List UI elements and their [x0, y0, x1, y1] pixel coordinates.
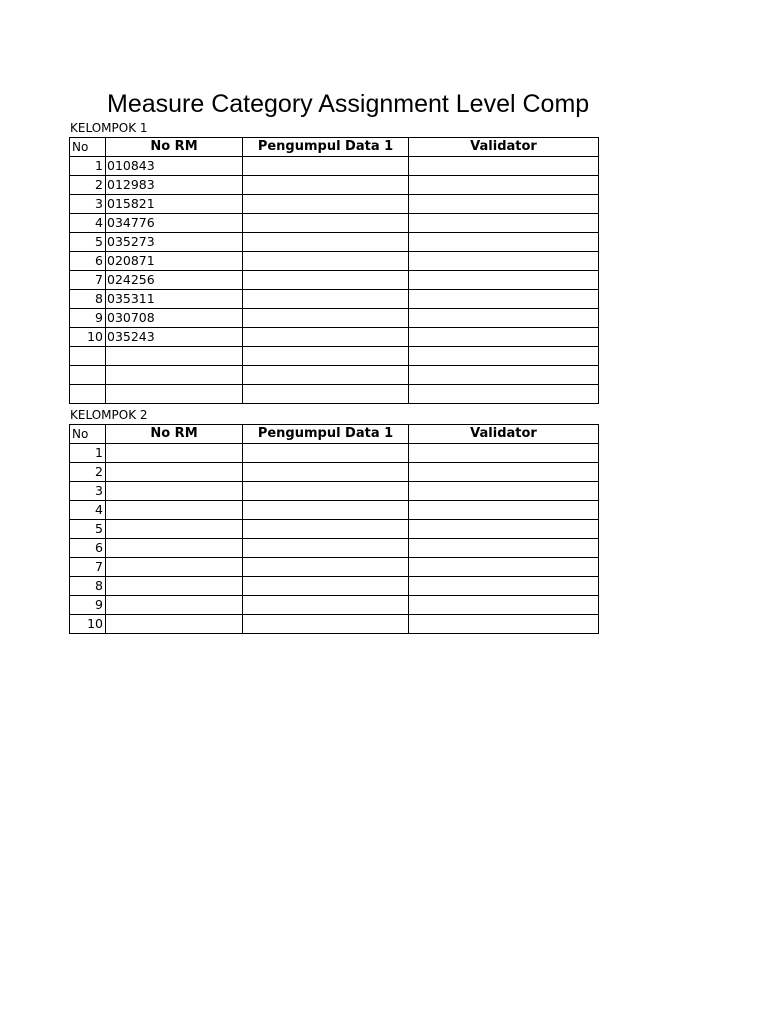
row-no-cell[interactable]: 4	[70, 501, 106, 520]
validator-cell[interactable]	[409, 347, 599, 366]
column-header-validator: Validator	[409, 138, 599, 157]
column-header-pengumpul: Pengumpul Data 1	[243, 425, 409, 444]
pengumpul-cell[interactable]	[243, 195, 409, 214]
pengumpul-cell[interactable]	[243, 539, 409, 558]
kelompok-1-body	[70, 157, 599, 404]
validator-cell[interactable]	[409, 309, 599, 328]
table-header-row	[70, 138, 599, 157]
pengumpul-cell[interactable]	[243, 290, 409, 309]
no-rm-cell[interactable]: 020871	[106, 252, 243, 271]
validator-cell[interactable]	[409, 157, 599, 176]
no-rm-cell[interactable]: 012983	[106, 176, 243, 195]
no-rm-cell[interactable]	[106, 444, 243, 463]
table-row	[70, 366, 599, 385]
table-row	[70, 520, 599, 539]
table-row	[70, 577, 599, 596]
table-row	[70, 233, 599, 252]
validator-cell[interactable]	[409, 385, 599, 404]
no-rm-cell[interactable]: 030708	[106, 309, 243, 328]
column-header-no-rm: No RM	[106, 138, 243, 157]
pengumpul-cell[interactable]	[243, 271, 409, 290]
no-rm-cell[interactable]	[106, 577, 243, 596]
kelompok-2-label: KELOMPOK 2	[70, 408, 148, 422]
row-no-cell[interactable]	[70, 385, 106, 404]
pengumpul-cell[interactable]	[243, 482, 409, 501]
validator-cell[interactable]	[409, 558, 599, 577]
pengumpul-cell[interactable]	[243, 577, 409, 596]
row-no-cell[interactable]: 10	[70, 328, 106, 347]
table-row	[70, 615, 599, 634]
table-row	[70, 463, 599, 482]
table-row	[70, 176, 599, 195]
validator-cell[interactable]	[409, 596, 599, 615]
pengumpul-cell[interactable]	[243, 214, 409, 233]
validator-cell[interactable]	[409, 444, 599, 463]
pengumpul-cell[interactable]	[243, 463, 409, 482]
pengumpul-cell[interactable]	[243, 558, 409, 577]
table-row	[70, 214, 599, 233]
pengumpul-cell[interactable]	[243, 501, 409, 520]
no-rm-cell[interactable]	[106, 463, 243, 482]
no-rm-cell[interactable]	[106, 501, 243, 520]
table-row	[70, 444, 599, 463]
validator-cell[interactable]	[409, 463, 599, 482]
table-row	[70, 558, 599, 577]
table-row	[70, 596, 599, 615]
validator-cell[interactable]	[409, 577, 599, 596]
validator-cell[interactable]	[409, 615, 599, 634]
no-rm-cell[interactable]	[106, 615, 243, 634]
validator-cell[interactable]	[409, 176, 599, 195]
validator-cell[interactable]	[409, 328, 599, 347]
row-no-cell[interactable]: 7	[70, 271, 106, 290]
column-header-no: No	[70, 425, 106, 444]
pengumpul-cell[interactable]	[243, 233, 409, 252]
validator-cell[interactable]	[409, 366, 599, 385]
no-rm-cell[interactable]	[106, 366, 243, 385]
no-rm-cell[interactable]: 035243	[106, 328, 243, 347]
pengumpul-cell[interactable]	[243, 252, 409, 271]
no-rm-cell[interactable]	[106, 539, 243, 558]
no-rm-cell[interactable]: 024256	[106, 271, 243, 290]
column-header-pengumpul: Pengumpul Data 1	[243, 138, 409, 157]
row-no-cell[interactable]: 3	[70, 482, 106, 501]
pengumpul-cell[interactable]	[243, 366, 409, 385]
table-row	[70, 252, 599, 271]
row-no-cell[interactable]: 4	[70, 214, 106, 233]
kelompok-2-body	[70, 444, 599, 634]
validator-cell[interactable]	[409, 271, 599, 290]
row-no-cell[interactable]: 2	[70, 463, 106, 482]
table-row	[70, 539, 599, 558]
no-rm-cell[interactable]	[106, 596, 243, 615]
validator-cell[interactable]	[409, 482, 599, 501]
no-rm-cell[interactable]	[106, 558, 243, 577]
table-row	[70, 195, 599, 214]
row-no-cell[interactable]: 2	[70, 176, 106, 195]
no-rm-cell[interactable]	[106, 520, 243, 539]
pengumpul-cell[interactable]	[243, 444, 409, 463]
row-no-cell[interactable]	[70, 347, 106, 366]
no-rm-cell[interactable]	[106, 385, 243, 404]
row-no-cell[interactable]: 3	[70, 195, 106, 214]
table-row	[70, 482, 599, 501]
pengumpul-cell[interactable]	[243, 385, 409, 404]
table-row	[70, 271, 599, 290]
table-row	[70, 309, 599, 328]
row-no-cell[interactable]: 6	[70, 252, 106, 271]
table-row	[70, 347, 599, 366]
no-rm-cell[interactable]	[106, 482, 243, 501]
kelompok-2-table	[69, 424, 599, 634]
pengumpul-cell[interactable]	[243, 615, 409, 634]
table-row	[70, 290, 599, 309]
pengumpul-cell[interactable]	[243, 309, 409, 328]
row-no-cell[interactable]: 9	[70, 309, 106, 328]
no-rm-cell[interactable]	[106, 347, 243, 366]
row-no-cell[interactable]: 5	[70, 520, 106, 539]
row-no-cell[interactable]: 6	[70, 539, 106, 558]
page-title: Measure Category Assignment Level Comp	[107, 90, 590, 118]
pengumpul-cell[interactable]	[243, 157, 409, 176]
pengumpul-cell[interactable]	[243, 520, 409, 539]
column-header-no-rm: No RM	[106, 425, 243, 444]
kelompok-1-label: KELOMPOK 1	[70, 121, 148, 135]
table-header-row	[70, 425, 599, 444]
validator-cell[interactable]	[409, 252, 599, 271]
pengumpul-cell[interactable]	[243, 347, 409, 366]
validator-cell[interactable]	[409, 195, 599, 214]
no-rm-cell[interactable]: 035273	[106, 233, 243, 252]
pengumpul-cell[interactable]	[243, 328, 409, 347]
validator-cell[interactable]	[409, 501, 599, 520]
column-header-validator: Validator	[409, 425, 599, 444]
validator-cell[interactable]	[409, 290, 599, 309]
column-header-no: No	[70, 138, 106, 157]
no-rm-cell[interactable]: 035311	[106, 290, 243, 309]
row-no-cell[interactable]: 1	[70, 157, 106, 176]
validator-cell[interactable]	[409, 539, 599, 558]
row-no-cell[interactable]: 7	[70, 558, 106, 577]
row-no-cell[interactable]: 8	[70, 290, 106, 309]
table-row	[70, 501, 599, 520]
table-row	[70, 328, 599, 347]
validator-cell[interactable]	[409, 233, 599, 252]
row-no-cell[interactable]: 10	[70, 615, 106, 634]
pengumpul-cell[interactable]	[243, 596, 409, 615]
no-rm-cell[interactable]: 015821	[106, 195, 243, 214]
no-rm-cell[interactable]: 010843	[106, 157, 243, 176]
kelompok-1-table	[69, 137, 599, 404]
row-no-cell[interactable]: 5	[70, 233, 106, 252]
kelompok-1-section	[0, 0, 768, 405]
table-row	[70, 157, 599, 176]
validator-cell[interactable]	[409, 214, 599, 233]
no-rm-cell[interactable]: 034776	[106, 214, 243, 233]
row-no-cell[interactable]: 9	[70, 596, 106, 615]
row-no-cell[interactable]	[70, 366, 106, 385]
row-no-cell[interactable]: 8	[70, 577, 106, 596]
table-row	[70, 385, 599, 404]
row-no-cell[interactable]: 1	[70, 444, 106, 463]
validator-cell[interactable]	[409, 520, 599, 539]
pengumpul-cell[interactable]	[243, 176, 409, 195]
